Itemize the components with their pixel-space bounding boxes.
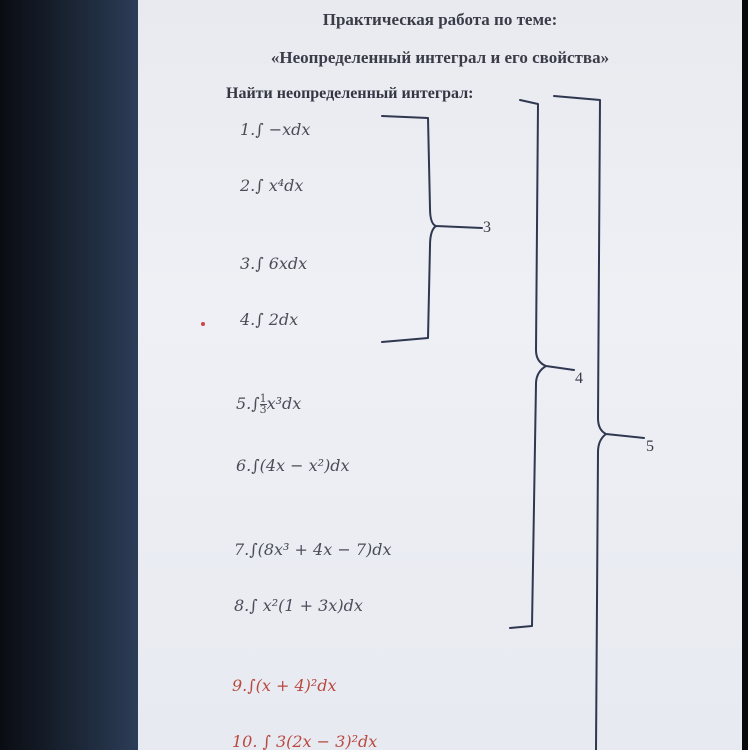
document-page: [138, 0, 742, 750]
grade-brackets: [138, 0, 742, 750]
exercise-3: 3.∫ 6xdx: [240, 254, 308, 273]
bracket-grade-5: [554, 96, 644, 750]
grade-4-label: 4: [575, 370, 583, 387]
document-subtitle: «Неопределенный интеграл и его свойства»: [270, 48, 610, 67]
bracket-grade-4: [510, 100, 574, 628]
exercise-7: 7.∫(8x³ + 4x − 7)dx: [234, 540, 392, 559]
bracket-grade-3: [382, 116, 482, 342]
exercise-9: 9.∫(x + 4)²dx: [232, 676, 337, 695]
exercise-1: 1.∫ −xdx: [240, 120, 311, 139]
task-heading: Найти неопределенный интеграл:: [226, 85, 474, 102]
left-background: [0, 0, 138, 750]
exercise-8: 8.∫ x²(1 + 3x)dx: [234, 596, 363, 615]
document-title: Практическая работа по теме:: [322, 10, 558, 29]
exercise-5-suffix: x³dx: [266, 394, 302, 413]
exercise-6: 6.∫(4x − x²)dx: [236, 456, 350, 475]
red-dot-mark: [201, 322, 205, 326]
exercise-4: 4.∫ 2dx: [240, 310, 299, 329]
right-edge: [742, 0, 748, 750]
grade-5-label: 5: [646, 438, 654, 455]
exercise-2: 2.∫ x⁴dx: [240, 176, 304, 195]
exercise-10: 10. ∫ 3(2x − 3)²dx: [232, 732, 378, 750]
fraction-numerator: 1: [259, 392, 267, 405]
fraction-denominator: 3: [259, 403, 267, 416]
grade-3-label: 3: [483, 219, 491, 236]
exercise-5-prefix: 5.∫: [236, 394, 260, 413]
